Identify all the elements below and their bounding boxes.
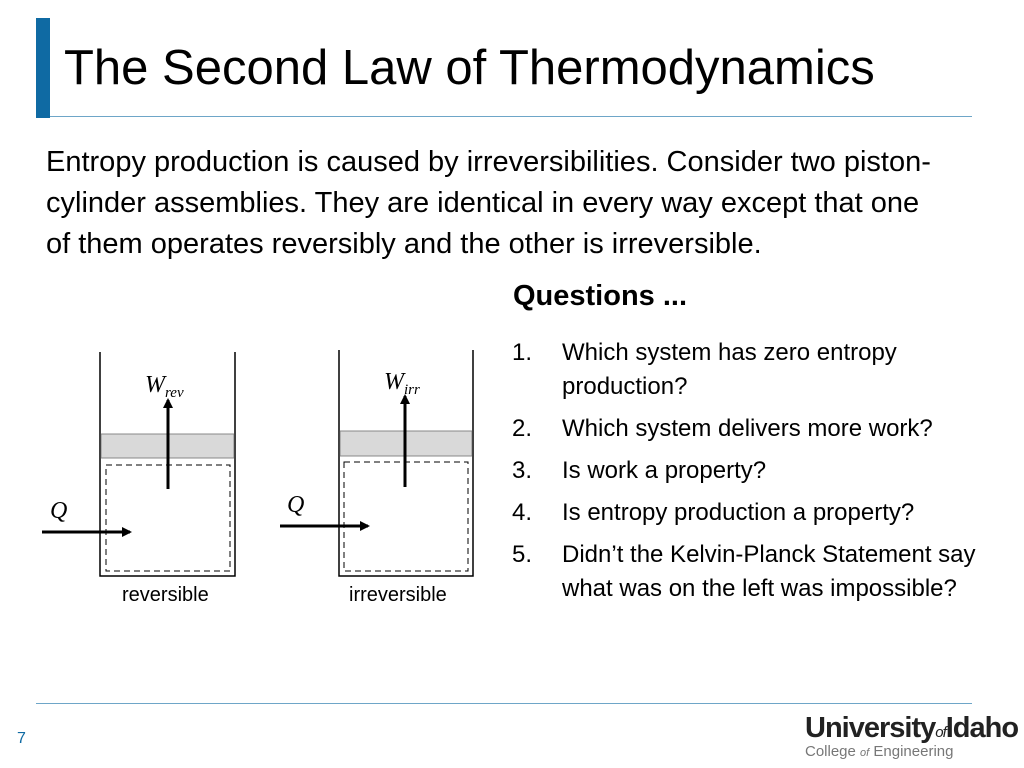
question-number: 3. [512,457,533,484]
page-number: 7 [17,730,26,747]
reversible-work-label: $W_{rev}$ [145,372,184,401]
questions-heading: Questions ... [513,280,688,312]
irreversible-assembly [280,350,473,576]
logo-college-line: College of Engineering [805,743,954,760]
irreversible-work-label: $W_{irr}$ [384,369,420,398]
reversible-assembly [42,352,235,576]
logo-wordmark: UniversityofIdaho [805,712,1019,744]
reversible-heat-label: Q [50,498,68,524]
irreversible-caption: irreversible [349,584,447,606]
question-text: Which system delivers more work? [562,415,933,442]
question-text: Is work a property? [562,457,767,484]
irreversible-heat-label: Q [287,492,305,518]
question-number: 4. [512,499,533,526]
university-logo [805,712,1018,760]
question-number: 5. [512,541,533,568]
question-text: Is entropy production a property? [562,499,915,526]
question-number: 2. [512,415,533,442]
slide-title: The Second Law of Thermodynamics [64,41,875,95]
question-text: Didn’t the Kelvin-Planck Statement say what was on the left was impossible? [562,541,976,602]
footer-divider [36,703,972,704]
intro-paragraph: Entropy production is caused by irreversibilities. Consider two piston-cylinder assemblies. They are identical in every way except that one of them operates reversibly and the other is irreversible. [46,146,931,260]
reversible-caption: reversible [122,584,209,606]
question-text: Which system has zero entropy production? [562,339,897,400]
question-number: 1. [512,339,533,366]
